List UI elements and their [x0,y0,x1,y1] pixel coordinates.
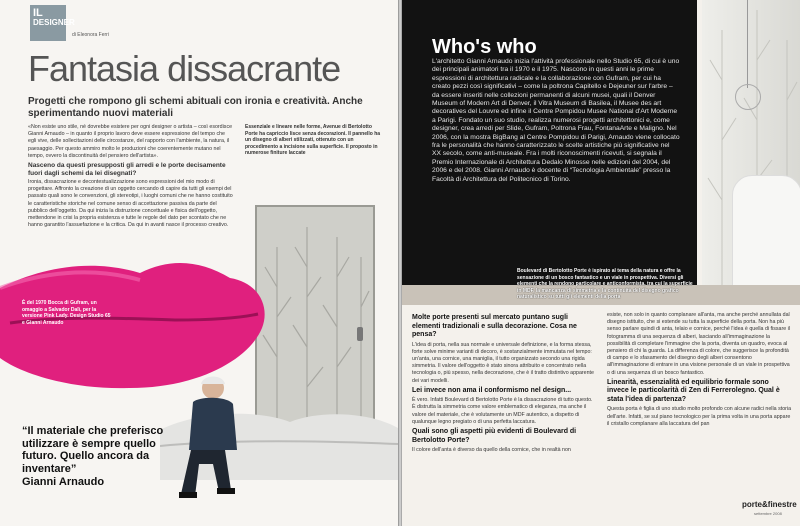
body-paragraph: È vero. Infatti Boulevard di Bertolotto Porte è la dissacrazione di tutto questo. È distrutta la simmetria come valore emblematico di eleganza, ma anche il valore del materiale, che è volutamente un MDF autentico, a dispetto di qualunque legno pregiato o di una perfetta laccatura. [412,397,593,425]
article-headline: Fantasia dissacrante [28,48,341,89]
body-paragraph: Questa porta è figlia di uno studio molto profondo con alcune radici nella storia dell'arte. Infatti, se sul piano tecnologico per la prima volta in una porta appare il cristallo complanare alla laccatura del pan [607,406,792,427]
white-chair [732,175,800,287]
section-rubric [30,5,75,41]
sofa-caption: È del 1970 Bocca di Gufram, un omaggio a Salvador Dalì, per la versione Pink Lady. Design Studio 65 e Gianni Arnaudo [22,300,111,326]
body-paragraph: esiste, non solo in quanto complanare all'anta, ma anche perché annullata dal disegno istituito, che si estende su tutta la superficie della porta. Non ha più senso parlare quindi di anta, telaio e cornice, perché l'idea è quella di fissare il fotogramma di una sequenza di alberi, lasciando all'immaginazione la possibilità di completare l'immagine che la porta, diventa un quadro, evoca al pensiero di chi la guarda. La differenza di colore, che suggerisce la profondità di campo e lo sfasamento del disegno degli alberi consentono all'immaginazione di entrare in una visione personale di un viale in prospettiva o di una sequenza di un bosco fantastico. [607,312,790,376]
body-paragraph: L'idea di porta, nella sua normale e universale definizione, e la forma stessa, forte solve minime varianti di decoro, è sostanzialmente immutata nel tempo: un'anta, una cornice, una maniglia, il tutto organizzato secondo una rigida simmetria. Il valore dell'oggetto è stato sinora attribuito e concentrato nella tecnologia o, più spesso, nella decorazione, che è il tratto distintivo apparente dei vari modelli. [412,341,594,384]
article-column-2 [607,312,792,428]
whos-who-paragraph: L'architetto Gianni Arnaudo inizia l'attività professionale nello Studio 65, di cui è uno dei principali animatori tra il 1970 e il 1975. Nascono in questi anni le prime espressioni di architettura radicale e la collaborazione con Gufram, per cui ha creato pezzi così significativi – come la poltrona Capitello e Dejeuner sur l'arbre – da essere inseriti nelle collezioni permanenti di alcuni musei, quali il Denver Museum of Modern Art di Denver, il Vitra Museum di Basilea, il Musee des art decoratives del Louvre ed infine il Centre Pompidou Musee National d'Art Moderne a Parigi. Fondato un suo studio, realizza numerosi progetti architettonici e, come designer, crea arredi per Slide, Gufram, Poltrona Frau, FontanaArte e Maligno. Nel 2006, con la mostra BigBang al Centre Pompidou di Parigi, Arnaudo viene collocato fra le personalità che hanno caratterizzato le scelte artistiche più significative nel XX secolo, come anti-museale. Fra i molti riconoscimenti ricevuti, si segnala il Premio Internazionale di Architettura Dedalo Minosse nelle edizioni del 2004, del 2006 e del 2008. Gianni Arnaudo è docente di “Tecnologia Ambientale” presso la Facoltà di Architettura del Politecnico di Torino. [432,58,680,183]
door-caption: Essenziale e lineare nelle forme, Avenue di Bertolotto Porte ha capriccio lisce senza decorazioni. Il pannello ha un disegno di alberi stilizzati, ottenuto con un procedimento a incisione sulla superficie. Il proposto in numerose finiture laccate [245,124,381,156]
rubric-top: IL [33,7,43,19]
right-page [402,0,800,526]
body-paragraph: Ironia, dissacrazione e decontestualizzazione sono espressioni del mio modo di progettare. Affronto la creazione di un oggetto cercando di capire da tutti gli esempi del passato quali sono le convenzioni, gli stereotipi, i luoghi comuni che ne hanno costituito le caratteristiche storiche nel comune senso di accettazione passiva da parte del pubblico dell'oggetto. Da qui inizia la distruzione concettuale e fisica dell'oggetto, mettendone in crisi la propria esistenza e tutte le regole del dato per scontato che ne hanno garantito l'assuefazione e la critica. Da qui in avanti nasce il processo creativo. [28,179,233,229]
interview-question: Linearità, essenzialità ed equilibrio formale sono invece le particolarità di Zen di Ferrerolegno. Qual è stata l'idea di partenza? [607,378,780,403]
interview-question: Lei invece non ama il conformismo nel design... [412,386,572,394]
article-column-1 [412,312,597,454]
whos-who-body [432,58,680,184]
interview-question: Quali sono gli aspetti più evidenti di Boulevard di Bertolotto Porte? [412,428,577,444]
interview-question: Molte porte presenti sul mercato puntano sugli elementi tradizionali e sulla decorazione. Cosa ne pensa? [412,314,577,338]
article-subhead: Progetti che rompono gli schemi abituali con ironia e creatività. Anche sperimentando nuovi materiali [28,96,363,119]
whos-who-box [402,0,697,285]
body-paragraph: «Non esiste uno stile, né dovrebbe esistere per ogni designer o artista – così esordisce Gianni Arnaudo – in quanto il proprio lavoro deve essere espressione del tempo che egli vive, delle sollecitazioni delle circostanze, del rapporto con l'ambiente, la natura, il paesaggio. Per questo ammiro molto le produzioni che coerentemente mutano nel tempo, ovvero la discontinuità del pensiero dell'artista». [28,124,233,159]
article-body-left [28,124,233,231]
interview-question: Nasceno da questi presupposti gli arredi e le porte decisamente fuori dagli schemi da lei disegnati? [28,162,226,177]
rubric-section: DESIGNER [33,18,75,27]
body-paragraph: Il colore dell'anta è diverso da quello della cornice, che in realtà non [412,447,571,454]
boulevard-caption: Boulevard di Bertolotto Porte è ispirato al tema della natura e offre la sensazione di un bosco fantastico e un viale in prospettiva. Diversi gli elementi che la rendono particolare e anticonformista, tra cui la superficie in MDF, la mancanza di simmetria e la continuità del disegno grafico naturalistico su tutti gli elementi della porta [517,268,693,300]
pull-quote [22,425,187,489]
lamp-cord [747,0,748,88]
pendant-lamp [735,84,761,110]
magazine-logo: porte&finestre [742,500,797,509]
whos-who-title: Who's who [432,36,537,58]
pull-quote-text: “Il materiale che preferisco utilizzare è sempre quello futuro. Quello ancora da inventare” [22,425,164,475]
left-page [0,0,398,526]
byline: di Eleonora Ferri [72,32,109,38]
pull-quote-author: Gianni Arnaudo [22,476,105,488]
issue-date: settembre 2008 [754,511,782,516]
